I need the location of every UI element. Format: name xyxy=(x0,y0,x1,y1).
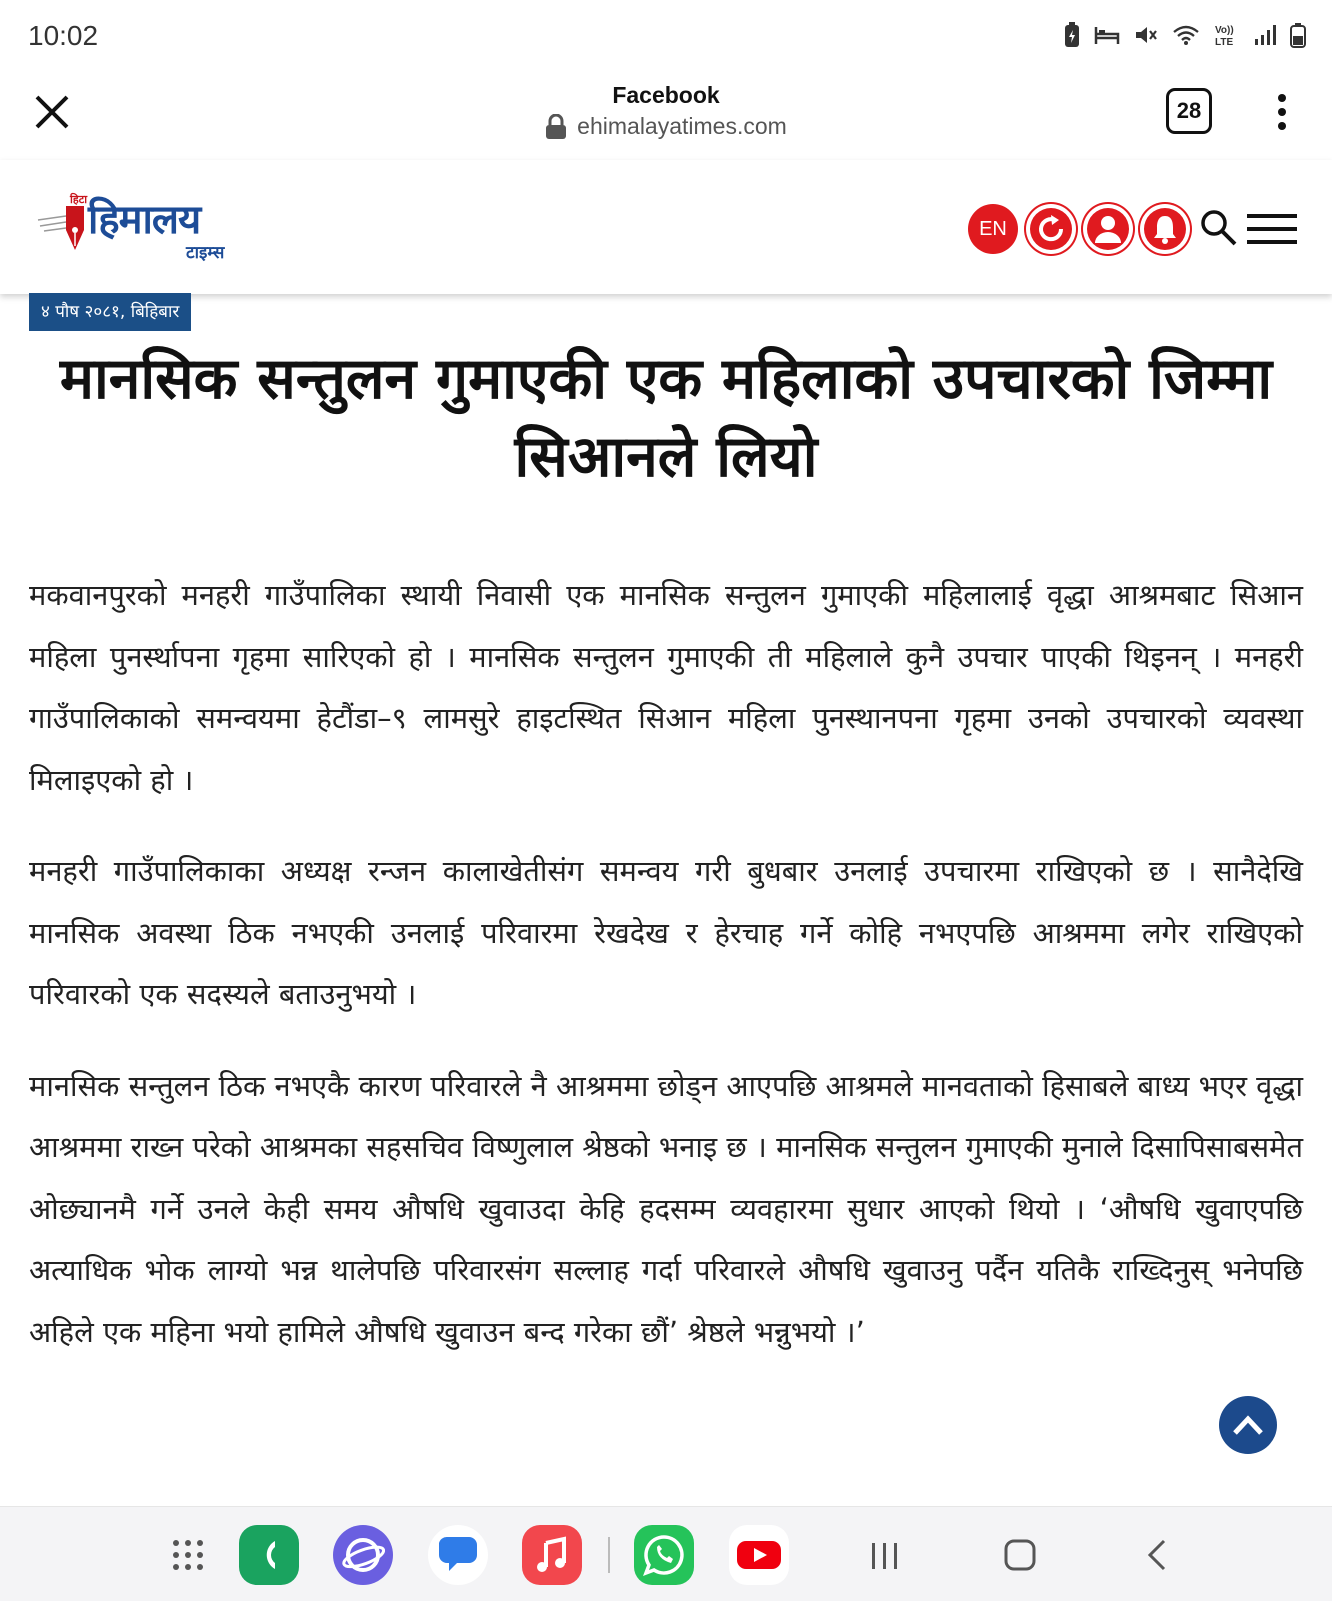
youtube-icon xyxy=(735,1537,783,1573)
user-icon xyxy=(1093,213,1123,245)
page-heading xyxy=(0,82,1332,140)
back-icon xyxy=(1140,1537,1176,1573)
bed-icon xyxy=(1094,24,1120,46)
more-options-button[interactable] xyxy=(1270,90,1294,134)
apps-grid-button[interactable] xyxy=(158,1525,218,1585)
mute-icon xyxy=(1134,24,1158,46)
user-button[interactable] xyxy=(1083,204,1133,254)
svg-text:LTE: LTE xyxy=(1215,37,1234,47)
apps-grid-icon xyxy=(170,1537,206,1573)
status-icons xyxy=(1064,22,1306,48)
scroll-to-top-button[interactable] xyxy=(1219,1396,1277,1454)
more-vert-icon xyxy=(1270,90,1294,134)
search-icon xyxy=(1197,206,1241,250)
logo-sub-text: टाइम्स xyxy=(186,243,225,263)
messages-app-button[interactable] xyxy=(428,1525,488,1585)
logo-main-text: हिमालय xyxy=(88,197,201,243)
site-header xyxy=(0,160,1332,294)
language-en-button[interactable]: EN xyxy=(968,204,1018,254)
pen-nib-icon xyxy=(36,200,90,256)
refresh-icon xyxy=(1034,212,1068,246)
browser-toolbar xyxy=(0,78,1332,161)
bell-icon xyxy=(1150,213,1180,245)
logo-small-text: हिटा xyxy=(70,193,88,206)
article-paragraph: मकवानपुरको मनहरी गाउँपालिका स्थायी निवासी एक मानसिक सन्तुलन गुमाएकी महिलालाई वृद्धा आश्रमबाट सिआन महिला पुनर्स्थापना गृहमा सारिएको हो । मानसिक सन्तुलन गुमाएकी ती महिलाले कुनै उपचार पाएकी थिइनन् । मनहरी गाउँपालिकाको समन्वयमा हेटौंडा–९ लामसुरे हाइटस्थित सिआन महिला पुनस्थानपना गृहमा उनको उपचारको व्यवस्था मिलाइएको हो । xyxy=(29,578,1303,797)
music-app-button[interactable] xyxy=(522,1525,582,1585)
site-logo[interactable] xyxy=(36,190,256,268)
notifications-button[interactable] xyxy=(1140,204,1190,254)
internet-app-button[interactable] xyxy=(333,1525,393,1585)
svg-text:Vo)): Vo)) xyxy=(1215,25,1234,36)
article-body xyxy=(29,565,1303,1393)
recents-nav-button[interactable] xyxy=(854,1525,914,1585)
hamburger-icon xyxy=(1247,212,1297,246)
back-nav-button[interactable] xyxy=(1128,1525,1188,1585)
article-headline: मानसिक सन्तुलन गुमाएकी एक महिलाको उपचारको जिम्मा सिआनले लियो xyxy=(59,346,1273,490)
lock-icon xyxy=(545,114,567,140)
volte-icon xyxy=(1214,23,1240,47)
youtube-app-button[interactable] xyxy=(729,1525,789,1585)
battery-saver-icon xyxy=(1064,22,1080,48)
page-title: Facebook xyxy=(612,82,720,108)
wifi-icon xyxy=(1172,24,1200,46)
date-tag: ४ पौष २०८१, बिहिबार xyxy=(29,293,191,331)
dock-divider xyxy=(608,1537,610,1573)
phone-app-icon xyxy=(249,1535,289,1575)
phone-app-button[interactable] xyxy=(239,1525,299,1585)
article-paragraph: मानसिक सन्तुलन ठिक नभएकै कारण परिवारले नै आश्रममा छोड्न आएपछि आश्रमले मानवताको हिसाबले बाध्य भएर वृद्धा आश्रममा राख्न परेको आश्रमका सहसचिव विष्णुलाल श्रेष्ठको भनाइ छ । मानसिक सन्तुलन गुमाएकी मुनाले दिसापिसाबसमेत ओछ्यानमै गर्ने उनले केही समय औषधि खुवाउदा केहि हदसम्म व्यवहारमा सुधार आएको थियो । ‘औषधि खुवाएपछि अत्याधिक भोक लाग्यो भन्न थालेपछि परिवारसंग सल्लाह गर्दा परिवारले औषधि खुवाउनु पर्दैन यतिकै राख्दिनुस् भनेपछि अहिले एक महिना भयो हामिले औषधि खुवाउन बन्द गरेका छौं’ श्रेष्ठले भन्नुभयो ।’ xyxy=(29,1068,1303,1349)
signal-icon xyxy=(1254,24,1276,46)
app-dock xyxy=(0,1506,1332,1601)
whatsapp-app-button[interactable] xyxy=(634,1525,694,1585)
tabs-button[interactable]: 28 xyxy=(1166,88,1212,134)
home-nav-button[interactable] xyxy=(990,1525,1050,1585)
status-bar xyxy=(0,0,1332,78)
status-time: 10:02 xyxy=(28,20,99,51)
refresh-button[interactable] xyxy=(1026,204,1076,254)
home-icon xyxy=(1002,1537,1038,1573)
chevron-up-icon xyxy=(1231,1413,1265,1437)
article-paragraph: मनहरी गाउँपालिकाका अध्यक्ष रन्जन कालाखेतीसंग समन्वय गरी बुधबार उनलाई उपचारमा राखिएको छ । सानैदेखि मानसिक अवस्था ठिक नभएकी उनलाई परिवारमा रेखदेख र हेरचाह गर्ने कोहि नभएपछि आश्रममा लगेर राखिएको परिवारको एक सदस्यले बताउनुभयो । xyxy=(29,854,1303,1011)
internet-app-icon xyxy=(341,1533,385,1577)
page-url: ehimalayatimes.com xyxy=(577,113,787,139)
menu-button[interactable] xyxy=(1247,212,1297,246)
whatsapp-icon xyxy=(642,1533,686,1577)
music-icon xyxy=(534,1535,570,1575)
recents-icon xyxy=(866,1537,902,1573)
search-button[interactable] xyxy=(1197,206,1241,250)
messages-app-icon xyxy=(435,1535,481,1575)
battery-icon xyxy=(1290,22,1306,48)
url-row[interactable] xyxy=(0,113,1332,140)
